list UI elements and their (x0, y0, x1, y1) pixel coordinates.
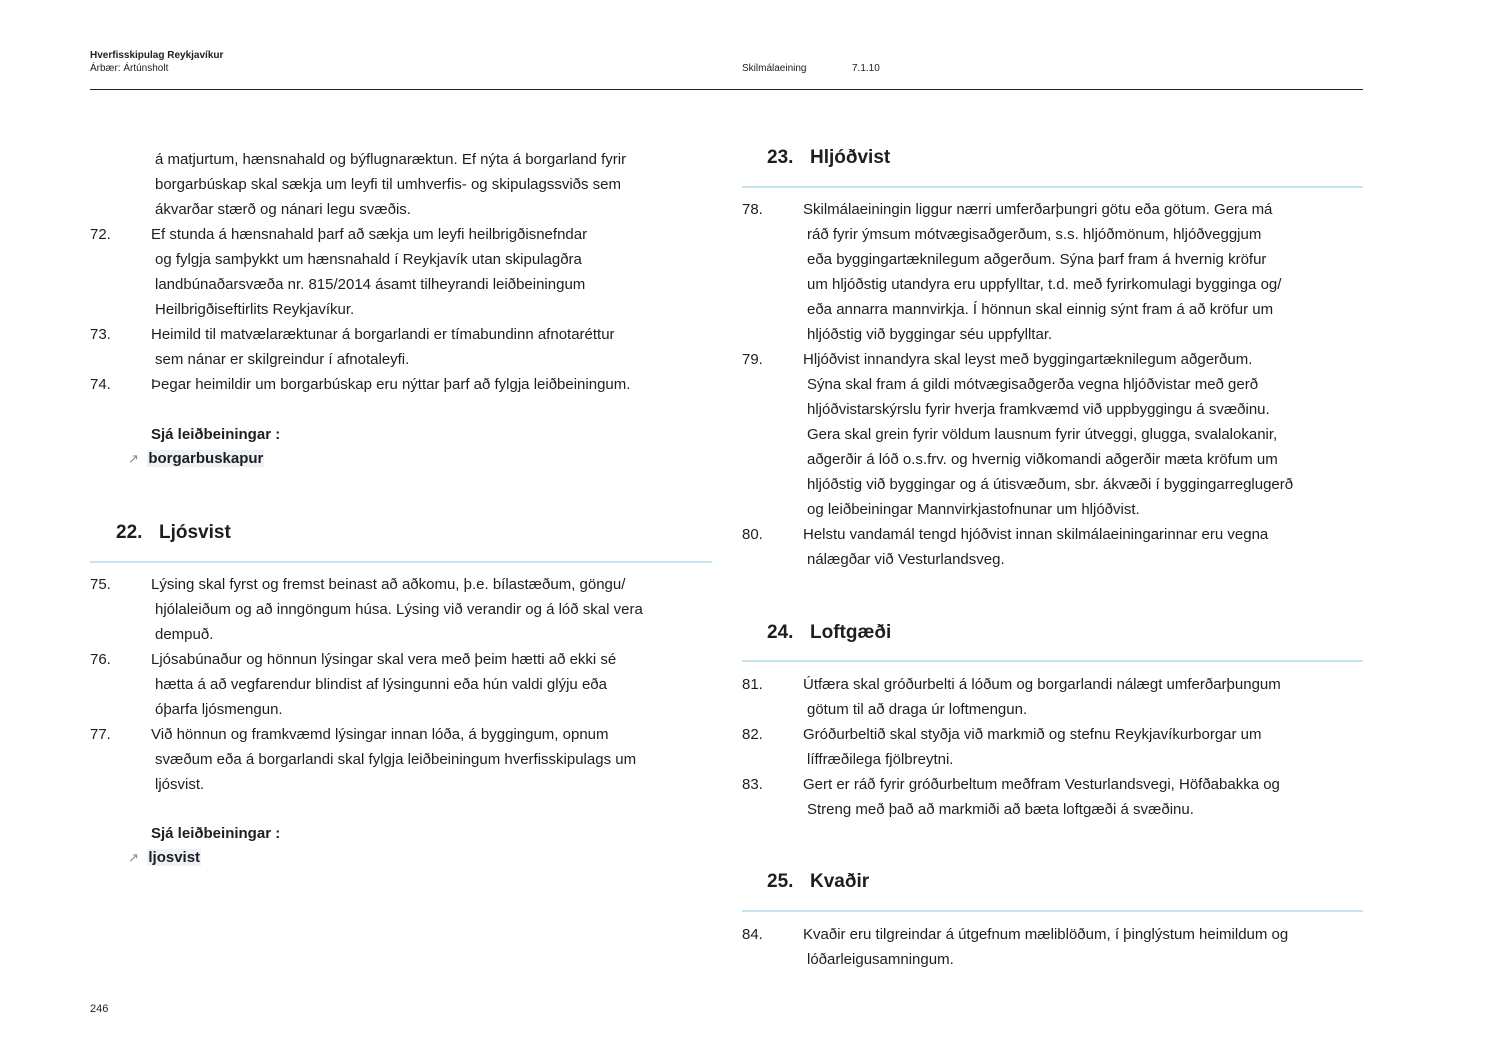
text-line: Ef stunda á hænsnahald þarf að sækja um leyfi heilbrigðisnefndar (151, 226, 588, 243)
text-line: Útfæra skal gróðurbelti á lóðum og borgarlandi nálægt umferðarþungum (803, 676, 1281, 693)
text-line: Streng með það að markmiði að bæta loftgæði á svæðinu. (807, 801, 1194, 818)
numbered-item (742, 922, 1362, 972)
item-number: 73. (90, 326, 111, 343)
guideline-link-borgarbuskapur[interactable]: borgarbuskapur (148, 450, 264, 467)
numbered-item (742, 722, 1362, 772)
header-divider (90, 89, 1363, 90)
document-title: Hverfisskipulag Reykjavíkur (90, 50, 224, 61)
text-line: Gert er ráð fyrir gróðurbeltum meðfram Vesturlandsvegi, Höfðabakka og (803, 776, 1280, 793)
item-number: 74. (90, 376, 111, 393)
document-subtitle: Árbær: Ártúnsholt (90, 63, 169, 74)
text-line: Ljósabúnaður og hönnun lýsingar skal vera með þeim hætti að ekki sé (151, 651, 617, 668)
numbered-item (90, 572, 710, 647)
item-number: 80. (742, 526, 763, 543)
text-line: óþarfa ljósmengun. (155, 701, 283, 718)
text-line: Gróðurbeltið skal styðja við markmið og stefnu Reykjavíkurborgar um (803, 726, 1262, 743)
text-line: hætta á að vegfarendur blindist af lýsingunni eða hún valdi glýju eða (155, 676, 607, 693)
text-line: svæðum eða á borgarlandi skal fylgja leiðbeiningum hverfisskipulags um (155, 751, 637, 768)
text-line: hljóðstig við byggingar séu uppfylltar. (807, 326, 1053, 343)
item-list (742, 197, 1362, 572)
item-number: 84. (742, 926, 763, 943)
item-number: 81. (742, 676, 763, 693)
text-line: götum til að draga úr loftmengun. (807, 701, 1028, 718)
section-heading-24 (767, 622, 891, 644)
text-line: Hljóðvist innandyra skal leyst með byggingartæknilegum aðgerðum. (803, 351, 1253, 368)
text-line: hjólaleiðum og að inngöngum húsa. Lýsing við verandir og á lóð skal vera (155, 601, 643, 618)
text-line: Þegar heimildir um borgarbúskap eru nýttar þarf að fylgja leiðbeiningum. (151, 376, 631, 393)
text-line: ljósvist. (155, 776, 205, 793)
text-line: Heimild til matvælaræktunar á borgarlandi er tímabundinn afnotaréttur (151, 326, 615, 343)
text-line: og fylgja samþykkt um hænsnahald í Reykjavík utan skipulagðra (155, 251, 582, 268)
numbered-item (90, 722, 710, 797)
item-number: 83. (742, 776, 763, 793)
section-number: 24. (767, 622, 794, 643)
text-line: um hljóðstig utandyra eru uppfylltar, t.d. með fyrirkomulagi bygginga og/ (807, 276, 1282, 293)
numbered-item (742, 522, 1362, 572)
guideline-link-ljosvist[interactable]: ljosvist (148, 849, 201, 866)
text-line: landbúnaðarsvæða nr. 815/2014 ásamt tilheyrandi leiðbeiningum (155, 276, 586, 293)
external-link-arrow-icon: ↗ (128, 850, 139, 865)
text-line: eða byggingartæknilegum aðgerðum. Sýna þarf fram á hvernig kröfur (807, 251, 1267, 268)
section-heading-25 (767, 871, 869, 893)
section-number: 7.1.10 (852, 63, 880, 74)
section-label: Skilmálaeining (742, 63, 807, 74)
external-link-arrow-icon: ↗ (128, 451, 139, 466)
text-line: Kvaðir eru tilgreindar á útgefnum mæliblöðum, í þinglýstum heimildum og (803, 926, 1289, 943)
section-number: 23. (767, 147, 794, 168)
numbered-item (90, 647, 710, 722)
text-line: ráð fyrir ýmsum mótvægisaðgerðum, s.s. hljóðmönum, hljóðveggjum (807, 226, 1262, 243)
section-heading-22 (116, 522, 231, 544)
section-title: Hljóðvist (810, 147, 891, 168)
text-line: eða annarra mannvirkja. Í hönnun skal einnig sýnt fram á að kröfur um (807, 301, 1274, 318)
see-guidelines-label: Sjá leiðbeiningar : (151, 825, 281, 842)
section-title: Loftgæði (810, 622, 892, 643)
numbered-item (90, 322, 710, 372)
numbered-item (742, 672, 1362, 722)
text-line: aðgerðir á lóð o.s.frv. og hvernig viðkomandi aðgerðir mæta kröfum um (807, 451, 1278, 468)
item-number: 75. (90, 576, 111, 593)
numbered-item (742, 197, 1362, 347)
text-line: Lýsing skal fyrst og fremst beinast að aðkomu, þ.e. bílastæðum, göngu/ (151, 576, 626, 593)
text-line: líffræðilega fjölbreytni. (807, 751, 954, 768)
text-line: ákvarðar stærð og nánari legu svæðis. (155, 201, 411, 218)
section-divider (742, 910, 1363, 912)
item-number: 72. (90, 226, 111, 243)
text-line: sem nánar er skilgreindur í afnotaleyfi. (155, 351, 410, 368)
text-line: Skilmálaeiningin liggur nærri umferðarþungri götu eða götum. Gera má (803, 201, 1273, 218)
section-title: Ljósvist (159, 522, 231, 543)
text-line: og leiðbeiningar Mannvirkjastofnunar um hljóðvist. (807, 501, 1140, 518)
page-number: 246 (90, 1003, 109, 1015)
text-line: á matjurtum, hænsnahald og býflugnaræktun. Ef nýta á borgarland fyrir (155, 151, 627, 168)
item-number: 82. (742, 726, 763, 743)
text-line: dempuð. (155, 626, 214, 643)
numbered-item (742, 347, 1362, 522)
section-title: Kvaðir (810, 871, 870, 892)
text-line: hljóðvistarskýrslu fyrir hverja framkvæmd við uppbyggingu á svæðinu. (807, 401, 1270, 418)
text-line: borgarbúskap skal sækja um leyfi til umhverfis- og skipulagssviðs sem (155, 176, 622, 193)
section-number: 22. (116, 522, 143, 543)
section-divider (742, 186, 1363, 188)
item-number: 78. (742, 201, 763, 218)
text-line: hljóðstig við byggingar og á útisvæðum, sbr. ákvæði í byggingarreglugerð (807, 476, 1294, 493)
item-number: 76. (90, 651, 111, 668)
text-line: Við hönnun og framkvæmd lýsingar innan lóða, á byggingum, opnum (151, 726, 609, 743)
continuation-text (90, 147, 710, 222)
item-list (90, 572, 710, 797)
guideline-link-row[interactable] (128, 849, 201, 867)
section-divider (90, 561, 712, 563)
item-number: 79. (742, 351, 763, 368)
text-line: Heilbrigðiseftirlits Reykjavíkur. (155, 301, 355, 318)
numbered-item (90, 222, 710, 322)
section-heading-23 (767, 147, 890, 169)
text-line: nálægðar við Vesturlandsveg. (807, 551, 1005, 568)
numbered-item (742, 772, 1362, 822)
text-line: lóðarleigusamningum. (807, 951, 954, 968)
guideline-link-row[interactable] (128, 450, 264, 468)
text-line: Sýna skal fram á gildi mótvægisaðgerða vegna hljóðvistar með gerð (807, 376, 1259, 393)
text-line: Helstu vandamál tengd hjóðvist innan skilmálaeiningarinnar eru vegna (803, 526, 1269, 543)
text-line: Gera skal grein fyrir völdum lausnum fyrir útveggi, glugga, svalalokanir, (807, 426, 1278, 443)
section-number: 25. (767, 871, 794, 892)
item-list (742, 922, 1362, 972)
item-list (742, 672, 1362, 822)
section-divider (742, 660, 1363, 662)
item-number: 77. (90, 726, 111, 743)
item-list (90, 222, 710, 397)
see-guidelines-label: Sjá leiðbeiningar : (151, 426, 281, 443)
numbered-item (90, 372, 710, 397)
